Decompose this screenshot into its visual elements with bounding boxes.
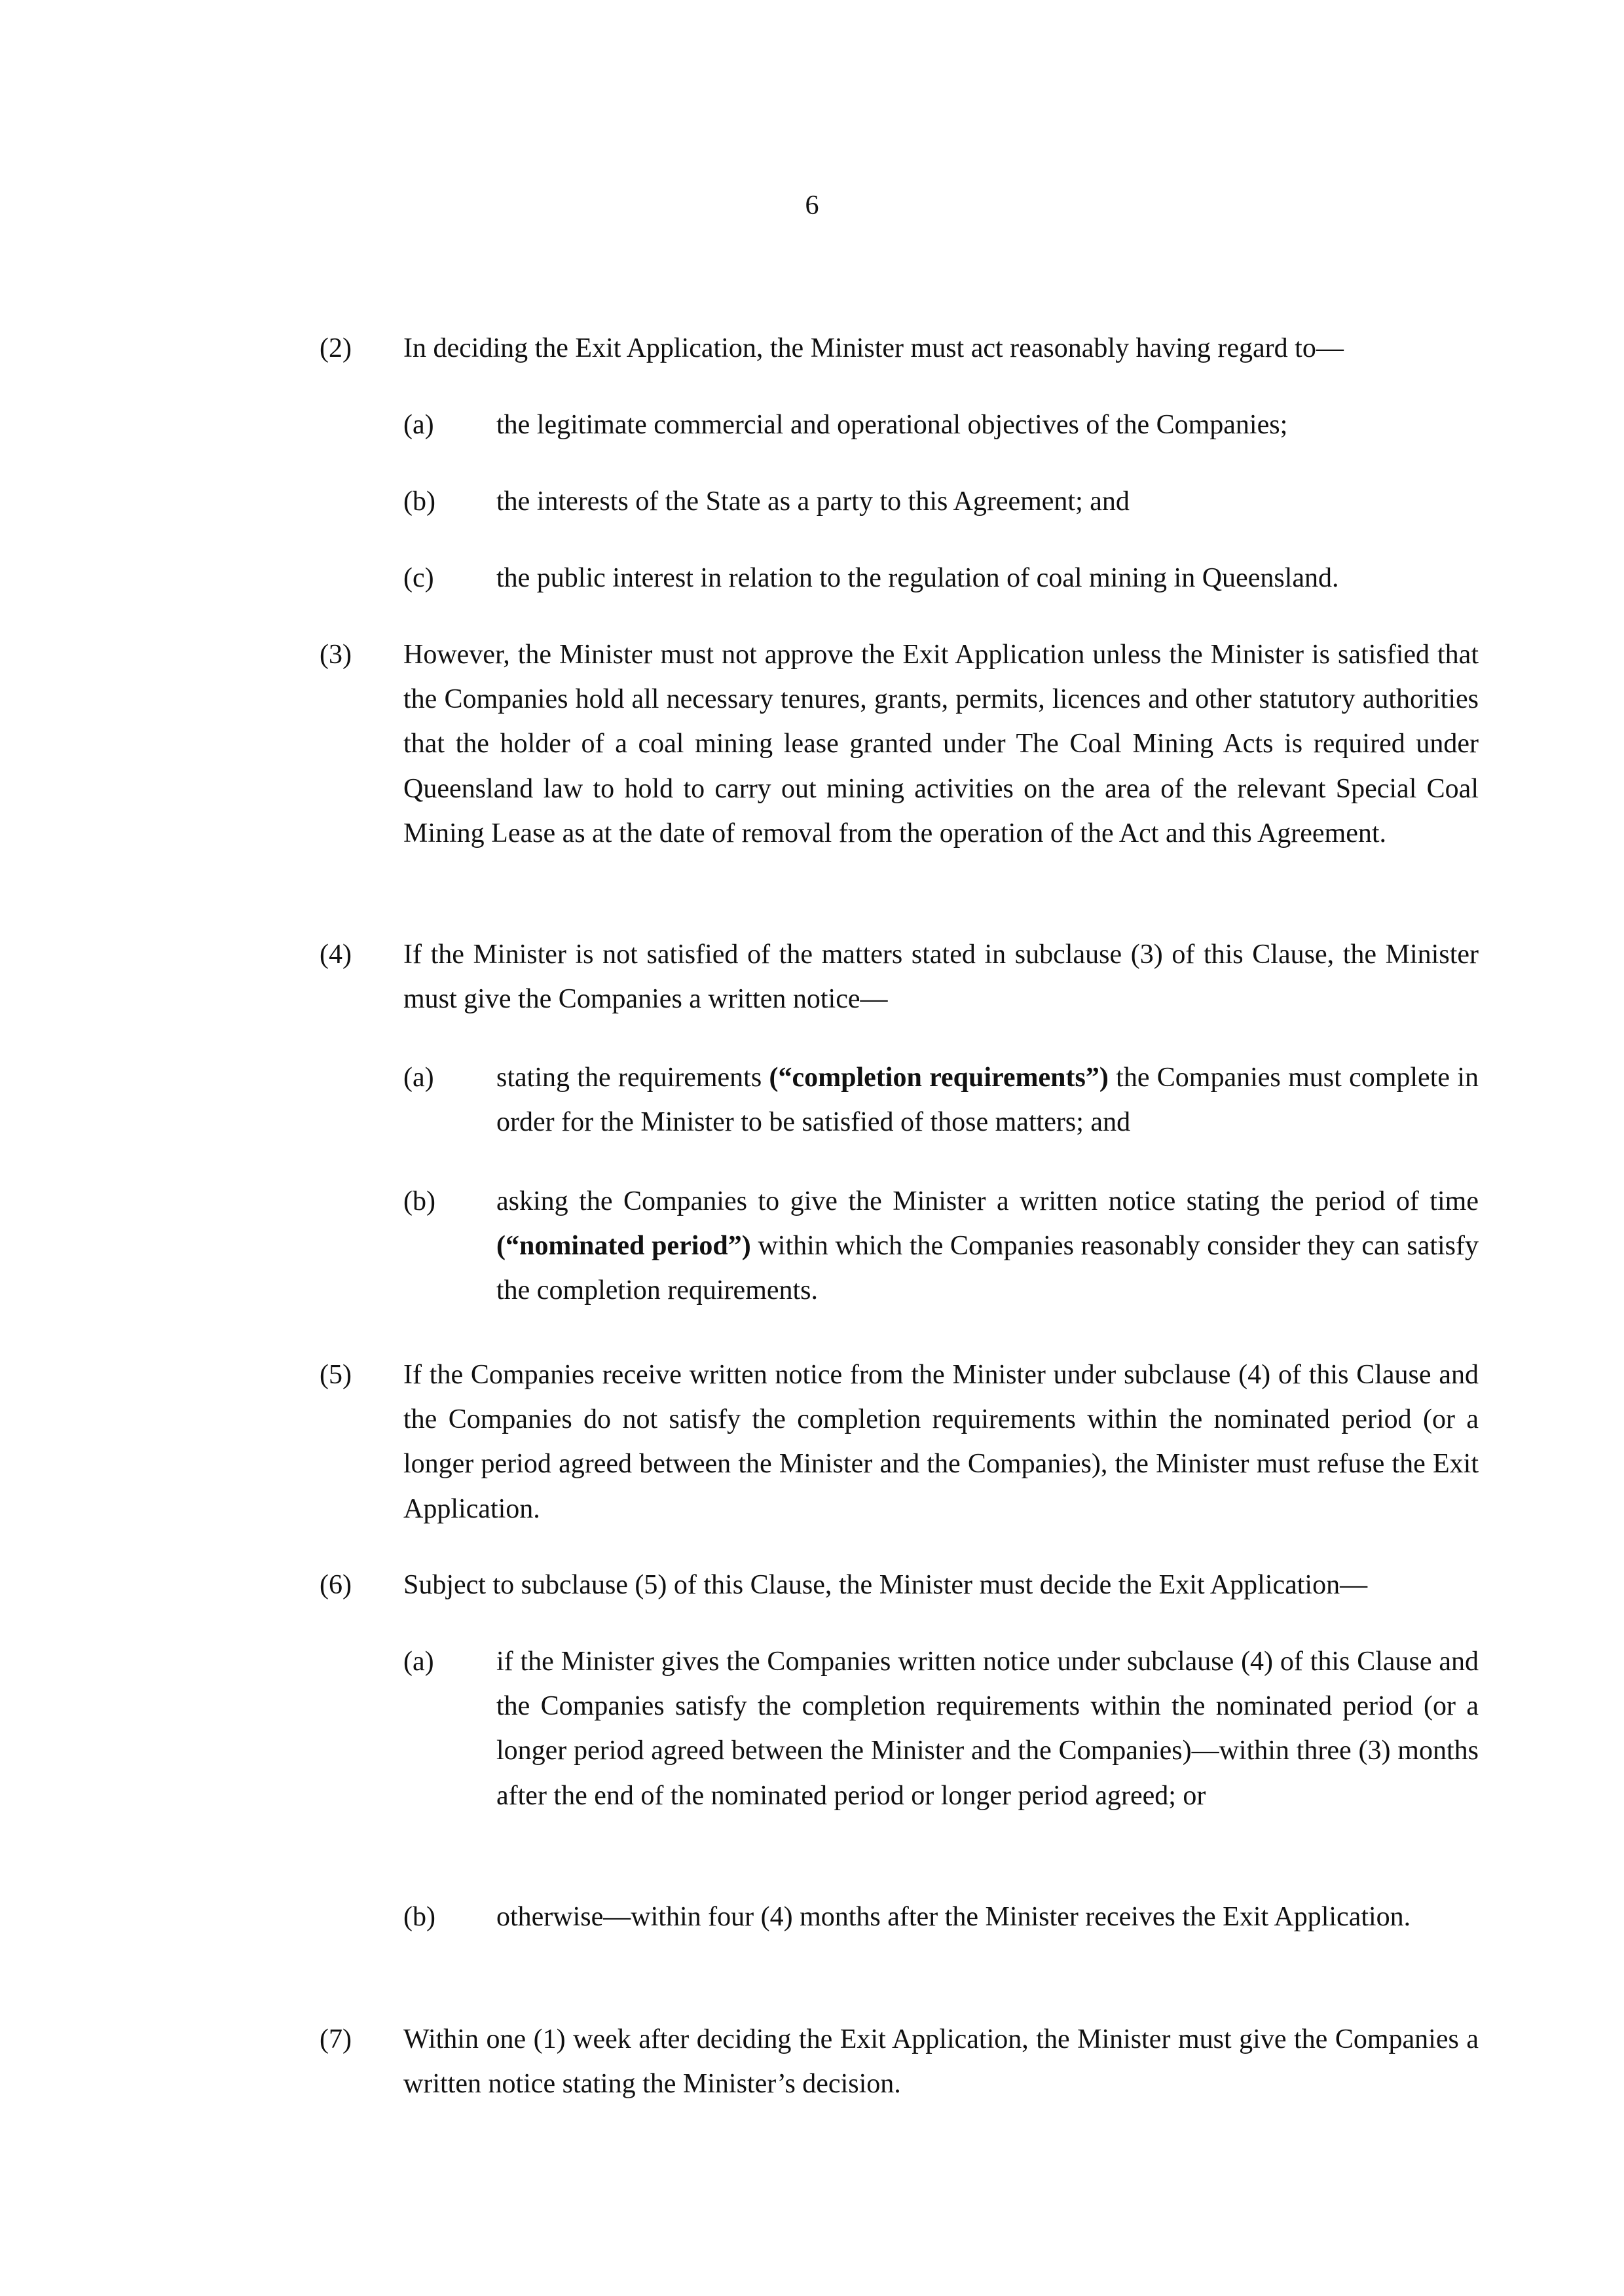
clause-2-item-a	[320, 403, 1479, 447]
clause-2-text: In deciding the Exit Application, the Minister must act reasonably having regard to—	[403, 333, 1344, 363]
clause-2-item-b-text: the interests of the State as a party to this Agreement; and	[496, 486, 1130, 517]
clause-6-subparagraph-b	[403, 1895, 1479, 1939]
clause-4-subparagraph-b	[403, 1179, 1479, 1313]
defined-term-completion-requirements: (“completion requirements”)	[769, 1063, 1109, 1093]
clause-2	[320, 326, 1479, 371]
clause-2-paragraph	[320, 326, 1479, 371]
clause-3-paragraph	[320, 632, 1479, 856]
clause-6-item-a-number: (a)	[403, 1647, 434, 1677]
clause-2-subparagraph-b	[403, 479, 1479, 524]
clause-2-subparagraph-c	[403, 556, 1479, 600]
clause-6-text: Subject to subclause (5) of this Clause, the Minister must decide the Exit Application—	[403, 1570, 1368, 1600]
clause-6	[320, 1563, 1479, 1607]
defined-term-nominated-period: (“nominated period”)	[496, 1231, 751, 1262]
clause-2-item-a-number: (a)	[403, 410, 434, 440]
clause-4-item-b-text-before: asking the Companies to give the Minister a written notice stating the period of time	[496, 1186, 1479, 1216]
clause-4-item-b-text-after: within which the Companies reasonably consider they can satisfy the completion requirements.	[496, 1231, 1479, 1306]
clause-6-item-a-text: if the Minister gives the Companies written notice under subclause (4) of this Clause and the Companies satisfy the completion requirements within the nominated period (or a longer period agreed between the Minister and the Companies)—within three (3) months after the end of the nominated period or longer period agreed; or	[496, 1647, 1479, 1811]
clause-4-subparagraph-a	[403, 1055, 1479, 1144]
clause-7-number: (7)	[320, 2024, 352, 2054]
clause-7	[320, 2017, 1479, 2106]
clause-5	[320, 1353, 1479, 1531]
clause-7-paragraph	[320, 2017, 1479, 2106]
clause-6-subparagraph-a	[403, 1639, 1479, 1818]
clause-4-number: (4)	[320, 939, 352, 970]
clause-6-item-b	[320, 1895, 1479, 1939]
page-number: 6	[805, 191, 819, 221]
clause-6-item-b-number: (b)	[403, 1902, 435, 1932]
clause-2-item-a-text: the legitimate commercial and operational objectives of the Companies;	[496, 410, 1288, 440]
clause-2-number: (2)	[320, 333, 352, 363]
clause-5-number: (5)	[320, 1360, 352, 1390]
clause-5-text: If the Companies receive written notice from the Minister under subclause (4) of this Clause and the Companies do not satisfy the completion requirements within the nominated period (or a longer period agreed between the Minister and the Companies), the Minister must refuse the Exit Application.	[403, 1360, 1479, 1524]
clause-6-number: (6)	[320, 1570, 352, 1600]
clause-3	[320, 632, 1479, 856]
clause-4-item-a-number: (a)	[403, 1063, 434, 1093]
clause-2-item-c	[320, 556, 1479, 600]
clause-2-item-b-number: (b)	[403, 486, 435, 517]
clause-3-text: However, the Minister must not approve the Exit Application unless the Minister is satisfied that the Companies hold all necessary tenures, grants, permits, licences and other statutory authorities that the holder of a coal mining lease granted under The Coal Mining Acts is required under Queensland law to hold to carry out mining activities on the area of the relevant Special Coal Mining Lease as at the date of removal from the operation of the Act and this Agreement.	[403, 640, 1479, 848]
clause-6-paragraph	[320, 1563, 1479, 1607]
clause-4-item-b	[320, 1179, 1479, 1313]
clause-4-item-a-text-after: the Companies must complete in order for the Minister to be satisfied of those matters; and	[496, 1063, 1479, 1138]
clause-5-paragraph	[320, 1353, 1479, 1531]
clause-2-item-c-text: the public interest in relation to the regulation of coal mining in Queensland.	[496, 563, 1339, 593]
clause-6-item-a	[320, 1639, 1479, 1818]
clause-2-item-c-number: (c)	[403, 563, 434, 593]
clause-4-item-b-number: (b)	[403, 1186, 435, 1216]
clause-4-text: If the Minister is not satisfied of the matters stated in subclause (3) of this Clause, the Minister must give the Companies a written notice—	[403, 939, 1479, 1015]
clause-6-item-b-text: otherwise—within four (4) months after the Minister receives the Exit Application.	[496, 1902, 1411, 1932]
clause-4-paragraph	[320, 932, 1479, 1021]
clause-2-item-b	[320, 479, 1479, 524]
clause-7-text: Within one (1) week after deciding the Exit Application, the Minister must give the Companies a written notice stating the Minister’s decision.	[403, 2024, 1479, 2100]
clause-4	[320, 932, 1479, 1021]
clause-2-subparagraph-a	[403, 403, 1479, 447]
clause-3-number: (3)	[320, 640, 352, 670]
clause-4-item-a	[320, 1055, 1479, 1144]
clause-4-item-a-text-before: stating the requirements	[496, 1063, 769, 1093]
